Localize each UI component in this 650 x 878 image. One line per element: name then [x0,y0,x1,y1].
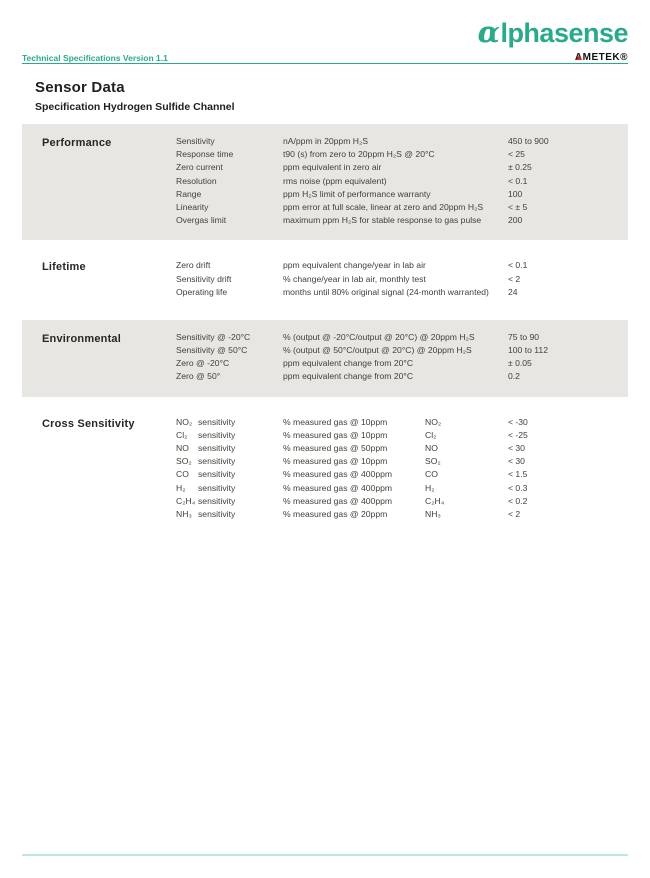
param-value: < 30 [508,443,525,453]
section-label: Lifetime [42,261,86,274]
alphasense-logo [477,15,628,49]
param-cell [176,442,235,455]
gas-formula: H₂ [425,482,435,493]
param-description: % measured gas @ 10ppm [283,429,388,440]
param-value: < 2 [508,508,521,519]
param-name: Overgas limit [176,215,227,226]
param-description: t90 (s) from zero to 20ppm H₂S @ 20°C [283,149,435,160]
spec-row [22,286,628,299]
param-value: < -30 [508,416,528,427]
spec-row [22,455,628,468]
param-name: sensitivity [198,495,236,506]
gas-formula: NH₃ [176,508,192,519]
spec-row [22,161,628,174]
section-label: Performance [42,137,112,149]
param-name: Sensitivity [176,136,215,146]
spec-row [22,495,628,508]
param-name: sensitivity [198,429,236,440]
param-name: Sensitivity drift [176,273,232,284]
param-name: sensitivity [198,469,236,480]
header-divider [22,63,628,64]
param-description: % measured gas @ 50ppm [283,443,388,453]
spec-row [22,482,628,495]
param-name: Range [176,188,202,199]
section-label: Environmental [42,332,122,345]
param-value: 450 to 900 [508,136,549,146]
gas-formula: Cl₂ [176,429,188,440]
param-name: sensitivity [198,456,236,467]
param-value: < 30 [508,456,525,467]
spec-row [22,175,628,188]
param-description: % measured gas @ 10ppm [283,416,388,427]
param-name: sensitivity [198,508,236,519]
param-value: < ± 5 [508,201,528,212]
param-description: % measured gas @ 400ppm [283,482,393,493]
param-description: % (output @ 50°C/output @ 20°C) @ 20ppm H₂S [283,345,472,356]
param-value: < 1.5 [508,469,528,480]
param-description: ppm equivalent in zero air [283,162,382,173]
gas-formula: NO [176,443,189,453]
gas-formula: SO₂ [425,456,441,467]
gas-formula: NO₂ [425,416,442,427]
param-value: ± 0.25 [508,162,532,173]
param-description: ppm equivalent change from 20°C [283,358,414,369]
param-description: nA/ppm in 20ppm H₂S [283,136,369,146]
spec-row [22,259,628,272]
footer-divider [22,854,628,856]
spec-row [22,135,628,148]
version-label: Technical Specifications Version 1.1 [22,53,168,63]
param-cell [176,482,235,495]
param-description: rms noise (ppm equivalent) [283,175,387,186]
gas-formula: SO₂ [176,456,192,467]
spec-row [22,416,628,429]
param-name: Zero @ -20°C [176,358,230,369]
spec-row [22,214,628,227]
param-name: Operating life [176,286,228,297]
spec-row [22,429,628,442]
param-description: % measured gas @ 400ppm [283,469,393,480]
spec-row [22,188,628,201]
param-cell [176,508,235,521]
gas-formula: C₂H₄ [425,495,445,506]
spec-sections [22,124,628,542]
param-value: < 0.1 [508,175,528,186]
param-name: Resolution [176,175,217,186]
param-value: ± 0.05 [508,358,532,369]
gas-formula: NO [425,443,438,453]
param-value: 200 [508,215,523,226]
param-description: % measured gas @ 400ppm [283,495,393,506]
gas-formula: H₂ [176,482,186,493]
param-name: Sensitivity @ -20°C [176,331,251,342]
param-name: sensitivity [198,443,236,453]
gas-formula: NH₃ [425,508,441,519]
param-value: < 0.3 [508,482,528,493]
param-value: < 25 [508,149,525,160]
param-value: 0.2 [508,371,520,382]
gas-formula: NO₂ [176,416,193,427]
param-cell [176,455,235,468]
param-name: Zero drift [176,260,211,271]
ametek-logo [575,52,628,63]
spec-row [22,201,628,214]
param-value: < 0.2 [508,495,528,506]
param-name: sensitivity [198,482,236,493]
param-name: Response time [176,149,234,160]
page-subtitle: Specification Hydrogen Sulfide Channel [35,101,235,113]
param-value: 100 [508,188,523,199]
spec-row [22,357,628,370]
gas-formula: Cl₂ [425,429,437,440]
param-value: < -25 [508,429,528,440]
param-name: Zero @ 50° [176,371,221,382]
spec-row [22,442,628,455]
section-lifetime [22,253,628,307]
param-cell [176,468,235,481]
param-description: maximum ppm H₂S for stable response to gas pulse [283,215,482,226]
param-cell [176,416,235,429]
logo-block [477,15,628,65]
page-title: Sensor Data [35,79,125,96]
param-value: 75 to 90 [508,331,540,342]
param-cell [176,495,235,508]
param-name: Linearity [176,201,209,212]
param-value: 24 [508,286,518,297]
gas-formula: CO [176,469,189,480]
spec-row [22,331,628,344]
spec-row [22,508,628,521]
param-description: ppm equivalent change from 20°C [283,371,414,382]
logo-text: lphasense [500,18,628,48]
spec-row [22,273,628,286]
section-cross-sensitivity [22,410,628,530]
param-description: ppm H₂S limit of performance warranty [283,188,431,199]
param-description: % measured gas @ 20ppm [283,508,388,519]
alpha-glyph: α [477,15,500,49]
spec-row [22,370,628,383]
spec-row [22,344,628,357]
param-cell [176,429,235,442]
param-description: % change/year in lab air, monthly test [283,273,426,284]
section-label: Cross Sensitivity [42,417,135,430]
param-description: ppm error at full scale, linear at zero and 20ppm H₂S [283,201,484,212]
gas-formula: C₂H₄ [176,495,196,506]
param-value: < 2 [508,273,521,284]
param-description: ppm equivalent change/year in lab air [283,260,426,271]
param-description: months until 80% original signal (24-month warranted) [283,286,489,297]
ametek-text: AMETEK® [574,52,628,63]
param-name: Zero current [176,162,223,173]
ametek-triangle-icon [576,55,582,60]
spec-row [22,468,628,481]
param-value: < 0.1 [508,260,528,271]
param-name: Sensitivity @ 50°C [176,345,248,356]
section-environmental [22,320,628,397]
param-description: % measured gas @ 10ppm [283,456,388,467]
param-name: sensitivity [198,416,236,427]
gas-formula: CO [425,469,438,480]
param-value: 100 to 112 [508,345,548,356]
section-performance [22,124,628,240]
param-description: % (output @ -20°C/output @ 20°C) @ 20ppm H₂S [283,331,475,342]
spec-row [22,148,628,161]
